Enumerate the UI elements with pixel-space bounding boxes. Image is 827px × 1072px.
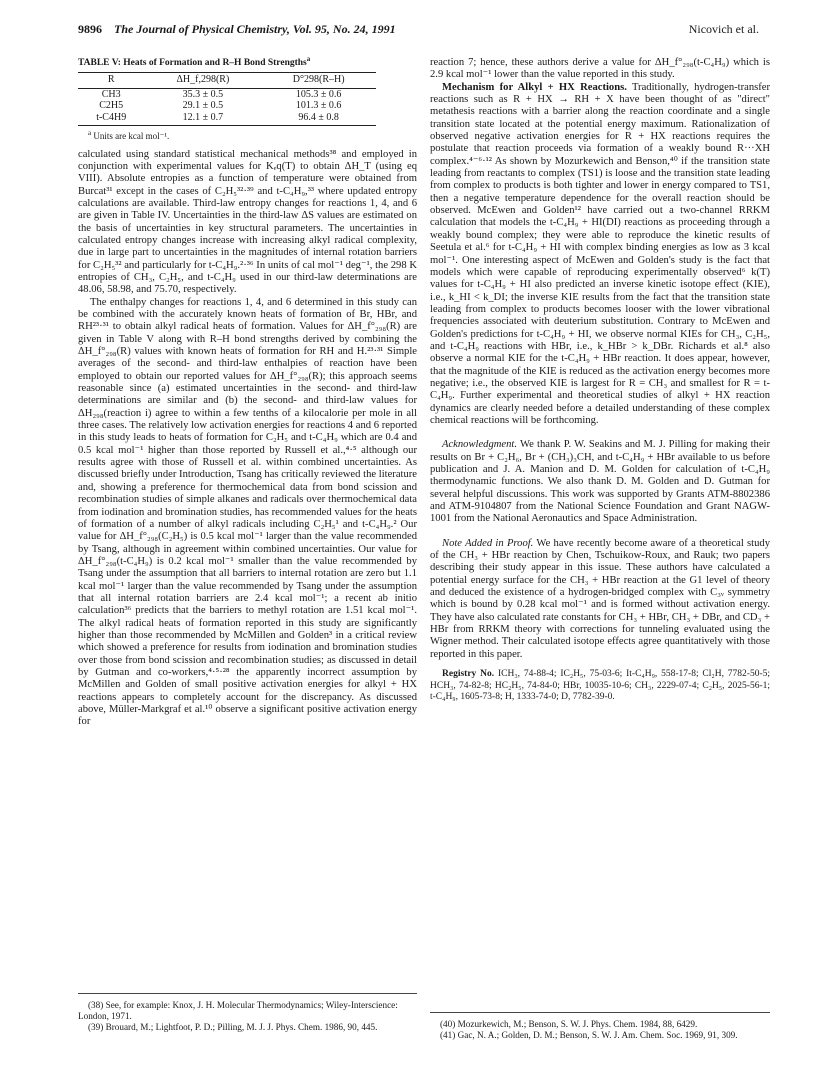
table-row xyxy=(78,100,376,112)
mechanism-section xyxy=(430,82,770,428)
table-cell-r: t-C4H9 xyxy=(78,112,144,126)
note-heading: Note Added in Proof. xyxy=(442,537,534,549)
table-cell-d: 101.3 ± 0.6 xyxy=(295,100,342,112)
footnotes-right xyxy=(430,1012,770,1041)
table-header-dhf: ΔH_f,298(R) xyxy=(144,73,261,88)
footnote-39: (39) Brouard, M.; Lightfoot, P. D.; Pilling, M. J. J. Phys. Chem. 1986, 90, 445. xyxy=(88,1022,378,1032)
table-cell-r: C2H5 xyxy=(99,100,124,112)
section-heading: Mechanism for Alkyl + HX Reactions. xyxy=(442,81,627,93)
acknowledgment-text: We thank P. W. Seakins and M. J. Pilling for making their results on Br + C₂H₆, Br + (CH₃)₃CH, and t-C₄H₉ + HBr available to us before publication and J. A. Manion and D. M. Golden for calculation of t-C₄H₉ thermodynamic functions. We also thank D. M. Golden and D. Gutman for several helpful discussions. This work was supported by Grants ATM-8802386 and ATM-9104807 from the National Science Foundation and Grant NAGW-1001 from the National Aeronautics and Space Administration. xyxy=(430,439,770,525)
body-paragraph: The enthalpy changes for reactions 1, 4, and 6 determined in this study can be combined with the accurately known heats of formation of Br, HBr, and RH²³·³¹ to obtain alkyl radical heats of formation. Values for ΔH_f°₂₉₈(R) are given in Table V along with R–H bond strengths derived by combining the ΔH_f°₂₉₈(R) values with known heats of formation for RH and H.²³·³¹ Simple averages of the second- and third-law enthalpies of reaction have been employed to obtain our reported values for ΔH_f°₂₉₈(R); this approach seems reasonable since (a) estimated uncertainties in the second- and third-law determinations are similar and (b) the second- and third-law values for ΔH₂₉₈(reaction i) agree to within a few tenths of a kilocalorie per mole in all three cases. The relatively low activation energies for reactions 4 and 6 reported in this study leads to heats of formation for C₂H₅ and t-C₄H₉ which are 0.4 and 0.5 kcal mol⁻¹ higher than those reported by Russell et al.,⁴·⁵ although our results agree with those of Russell et al. within combined uncertainties. As discussed briefly under Introduction, Tsang has critically reviewed the literature and, showing a preference for thermochemical data from bond scission and recombination studies of simple alkanes and radicals over thermochemical data from iodination and bromination studies, has recommended values for the heats of formation of a number of alkyl radicals including C₂H₅¹ and t-C₄H₉.² Our value for ΔH_f°₂₉₈(C₂H₅) is 0.5 kcal mol⁻¹ larger than the value recommended by Tsang, although in agreement within combined uncertainties. Our value for ΔH_f°₂₉₈(t-C₄H₉) is 0.2 kcal mol⁻¹ smaller than the value recommended by Tsang under the assumption that all barriers to internal rotation are zero but 1.1 kcal mol⁻¹ larger than the value recommended by Tsang under the assumption that all internal rotation barriers are 2.4 kcal mol⁻¹; a recent ab initio calculation³⁶ predicts that the barriers to methyl rotation are 1.51 kcal mol⁻¹. The alkyl radical heats of formation reported in this study are significantly higher than those recommended by McMillen and Golden³ in a critical review which showed a preference for results from iodination and bromination studies over those from bond scission and recombination studies; as discussed in detail by Gutman and co-workers,⁴·⁵·²⁸ the apparently incorrect assumption by McMillen and Golden of small positive activation energies for alkyl + HX reactions appears to completely account for the discrepancy. As discussed above, Müller-Markgraf et al.¹⁰ observe a significant positive activation energy for xyxy=(78,296,417,728)
footnote-38: (38) See, for example: Knox, J. H. Molecular Thermodynamics; Wiley-Interscience: London, 1971. xyxy=(78,1000,398,1021)
note-added-in-proof xyxy=(430,538,770,661)
table-cell-dhf: 35.3 ± 0.5 xyxy=(182,88,224,100)
right-column xyxy=(430,57,770,703)
table-header-r: R xyxy=(78,73,144,88)
table-title-note: a xyxy=(306,54,311,63)
running-head xyxy=(78,22,767,38)
acknowledgment-heading: Acknowledgment. xyxy=(442,439,518,451)
table-row xyxy=(78,88,376,100)
registry-numbers xyxy=(430,669,770,703)
table-cell-d: 105.3 ± 0.6 xyxy=(295,88,342,100)
table-label: TABLE V: xyxy=(78,58,121,68)
body-paragraph: calculated using standard statistical mechanical methods³⁸ and employed in conjunction with experimental values for Kₑq(T) to obtain ΔH_T (using eq VIII). Absolute entropies as a function of temperature were obtained from Burcat³¹ except in the cases of C₂H₅³²·³⁹ and t-C₄H₉,³³ where updated entropy calculations are available. Third-law entropy changes for reactions 1, 4, and 6 are given in Table IV. Uncertainties in the third-law ΔS values are estimated on the basis of uncertainties in key structural parameters. The uncertainties in calculated entropy changes increase with increasing alkyl radical complexity, due in large part to uncertainties in the magnitudes of internal rotation barriers for C₂H₅³² and particularly for t-C₄H₉.²·³⁶ In units of cal mol⁻¹ deg⁻¹, the 298 K entropies of CH₃, C₂H₅, and t-C₄H₉ used in our third-law determinations are 48.06, 58.98, and 75.70, respectively. xyxy=(78,148,417,296)
registry-label: Registry No. xyxy=(442,669,495,680)
table-footnote-text: Units are kcal mol⁻¹. xyxy=(93,131,170,142)
acknowledgment xyxy=(430,439,770,525)
left-column xyxy=(78,54,417,729)
registry-text: ICH₃, 74-88-4; IC₂H₅, 75-03-6; It-C₄H₉, 558-17-8; Cl₂H, 7782-50-5; HCH₃, 74-82-8; HC₂H₅, 74-84-0; HBr, 10035-10-6; CH₃, 2229-07-4; C₂H₅, 2025-56-1; t-C₄H₉, 1605-73-8; H, 1333-74-0; D, 7782-39-0. xyxy=(430,669,771,702)
table-caption xyxy=(78,54,417,69)
table-title: Heats of Formation and R–H Bond Strengths xyxy=(123,58,307,68)
table-footnote: $^a$ Units are kcal mol⁻¹. xyxy=(88,129,170,142)
table-cell-d: 96.4 ± 0.8 xyxy=(261,112,376,126)
table-cell-dhf: 12.1 ± 0.7 xyxy=(144,112,261,126)
table-cell-r: CH3 xyxy=(101,88,121,100)
table-row xyxy=(78,112,376,126)
table-cell-dhf: 29.1 ± 0.5 xyxy=(182,100,224,112)
footnotes-left xyxy=(78,993,417,1033)
table-header-d: D°298(R–H) xyxy=(261,73,376,88)
footnote-40: (40) Mozurkewich, M.; Benson, S. W. J. Phys. Chem. 1984, 88, 6429. xyxy=(440,1019,698,1029)
heats-of-formation-table xyxy=(78,72,376,126)
note-text: We have recently become aware of a theoretical study of the CH₃ + HBr reaction by Chen, Tschuikow-Roux, and Rauk; two papers describing their study appear in this issue. These authors have calculated a potential energy surface for the CH₃ + HBr reaction at the G1 level of theory and deduced the existence of a hydrogen-bridged complex with C₃ᵥ symmetry which is bound by 0.28 kcal mol⁻¹ and is formed without activation energy. They have also calculated rate constants for CH₃ + HBr, CH₃ + DBr, and CD₃ + HBr from RRKM theory with corrections for tunneling evaluated using the Wigner method. Their calculated isotope effects agree quantitatively with those reported in this paper. xyxy=(430,537,770,660)
running-author: Nicovich et al. xyxy=(688,22,759,36)
body-paragraph: reaction 7; hence, these authors derive a value for ΔH_f°₂₉₈(t-C₄H₉) which is 2.9 kcal mol⁻¹ lower than the value reported in this study. xyxy=(430,57,770,81)
journal-title: The Journal of Physical Chemistry, Vol. 95, No. 24, 1991 xyxy=(114,22,396,36)
page-number: 9896 xyxy=(78,22,102,36)
section-text: Traditionally, hydrogen-transfer reactions such as R + HX → RH + X have been thought of as "direct" metathesis reactions with a barrier along the reaction coordinate and a single transition state located at the potential energy maximum. Rationalization of observed negative activation energies for R + HX reactions requires the postulate that reaction proceeds via formation of a weakly bound R···XH complex.⁴⁻⁶·¹² As shown by Mozurkewich and Benson,⁴⁰ if the transition state leading from reactants to complex (TS1) is loose and the transition state leading from complex to products is both tighter and lower in energy compared to TS1, then a negative temperature dependence for the overall reaction should be observed. McEwen and Golden¹² have carried out a two-channel RRKM calculation that models the t-C₄H₉ + HI(DI) reactions as proceeding through a weakly bound complex; they were able to reproduce the kinetic results of Seetula et al.⁶ for t-C₄H₉ + HI with complex binding energies as low as 3 kcal mol⁻¹. One interesting aspect of McEwen and Golden's study is the fact that models which were capable of reproducing experimentally observed⁶ k(T) values for t-C₄H₉ + HI also predicted an inverse kinetic isotope effect (KIE), i.e., k_HI < k_DI; the inverse KIE results from the fact that the transition state leading from complex to products becomes looser with the lower vibrational frequencies associated with deuterium substitution. Contrary to McEwen and Golden's predictions for t-C₄H₉ + HI, we observe normal KIEs for CH₃, C₂H₅, and t-C₄H₉ reactions with HBr, i.e., k_HBr > k_DBr. Richards et al.⁸ also observe a normal KIE for the t-C₄H₉ + HBr reaction. It does appear, however, that the magnitude of the KIE is reduced as the activation energy becomes more negative; i.e., the observed KIE is largest for R = CH₃ and smallest for R = t-C₄H₉. Further experimental and theoretical studies of alkyl + HX reaction dynamics are clearly needed before a detailed understanding of these complex chemical reactions will be forthcoming. xyxy=(430,81,770,426)
footnote-41: (41) Gac, N. A.; Golden, D. M.; Benson, S. W. J. Am. Chem. Soc. 1969, 91, 309. xyxy=(440,1030,738,1040)
